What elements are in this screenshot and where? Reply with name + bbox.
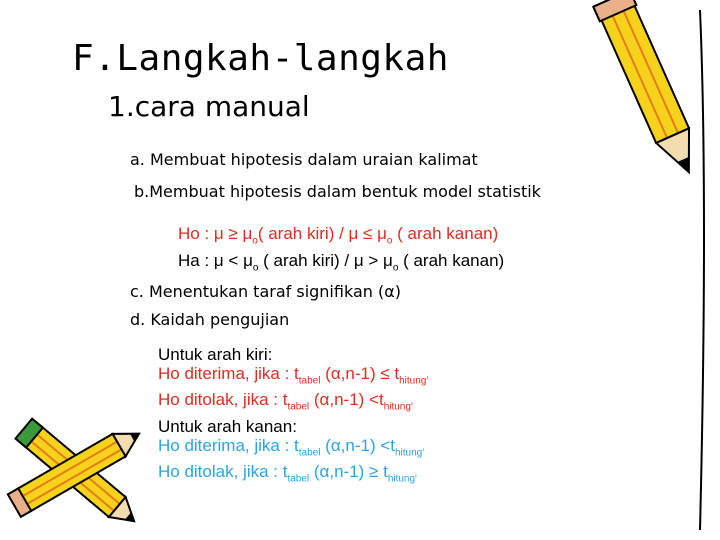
step-d-text: d. Kaidah pengujian (130, 310, 290, 329)
pencils-bottom-left-icon (8, 419, 146, 531)
section-subtitle: 1.cara manual (108, 90, 310, 123)
right-accept-rule: Ho diterima, jika : $t_{tabel}$ $(\alpha,n-1) <t_{hitung'}$ (158, 435, 425, 459)
decision-rules (158, 345, 428, 489)
left-accept-rule: Ho diterima, jika : $t_{tabel}$ $(\alpha,n-1) \le t_{hitung'}$ (158, 364, 429, 387)
ho-line: Ho : $\mu \ge \mu_o$( arah kiri) / $\mu \le \mu_o$ ( arah kanan) (178, 224, 499, 247)
ha-line: Ha : $\mu < \mu_o$ ( arah kiri) / $\mu > \mu_o$ ( arah kanan) (178, 251, 505, 274)
left-rule-title: Untuk arah kiri: (158, 345, 273, 364)
step-b-text: b.Membuat hipotesis dalam bentuk model statistik (134, 182, 541, 201)
right-reject-rule: Ho ditolak, jika : $t_{tabel}$ $(\alpha,n-1) \ge t_{hitung'}$ (158, 462, 417, 485)
left-reject-rule: Ho ditolak, jika : $t_{tabel}$ $(\alpha,n-1) <t_{hitung'}$ (158, 390, 413, 413)
step-a-text: a. Membuat hipotesis dalam uraian kalimat (130, 150, 478, 169)
step-c-text: c. Menentukan taraf signifikan (α) (130, 282, 401, 301)
pencil-right-icon (593, 0, 707, 180)
right-rule-title: Untuk arah kanan: (158, 416, 297, 436)
page-title: F.Langkah-langkah (72, 38, 449, 79)
hypothesis-block (178, 224, 504, 279)
